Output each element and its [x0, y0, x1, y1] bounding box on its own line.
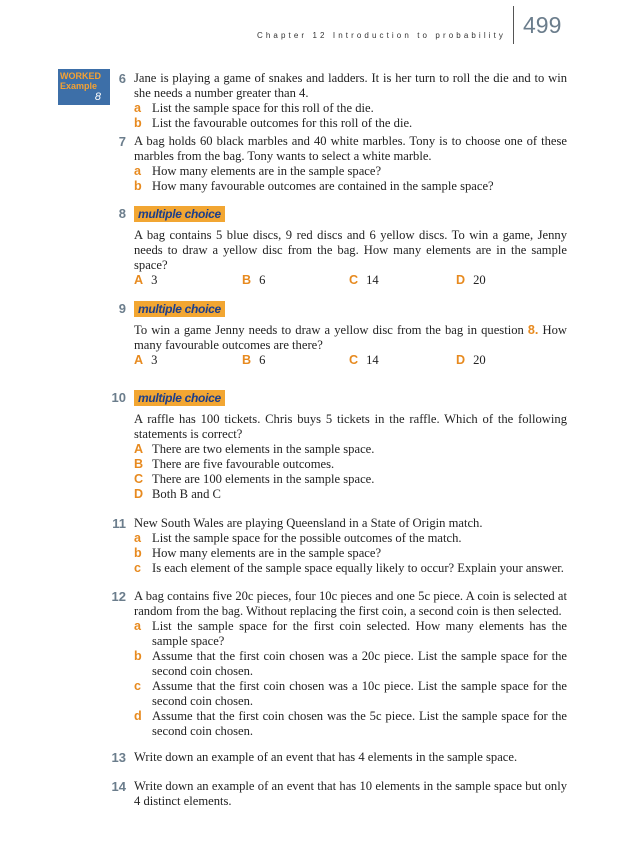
sub-question-a: a List the sample space for the first coin selected. How many elements has the sample space? — [134, 619, 567, 648]
multiple-choice-badge — [134, 390, 225, 406]
question-number: 7 — [118, 134, 126, 149]
options-row — [134, 353, 567, 368]
question-reference: 8. — [527, 323, 539, 337]
sub-label: b — [134, 179, 142, 193]
option-b: B There are five favourable outcomes. — [134, 457, 335, 471]
option-a: A 3 — [134, 353, 158, 367]
multiple-choice-badge — [134, 301, 225, 317]
question-text: Write down an example of an event that has 10 elements in the sample space but only 4 distinct elements. — [134, 779, 567, 808]
question-10 — [107, 390, 567, 502]
option-c: C 14 — [349, 353, 379, 367]
option-d: D 20 — [456, 353, 486, 367]
sub-label: b — [134, 116, 142, 130]
question-number: 9 — [118, 301, 126, 316]
question-9 — [107, 301, 567, 368]
option-d: D 20 — [456, 273, 486, 287]
worked-example-badge[interactable] — [58, 69, 110, 105]
sub-question-a — [134, 164, 567, 179]
sub-question-a — [134, 101, 567, 116]
question-number: 11 — [112, 516, 126, 531]
sub-label: a — [134, 164, 142, 178]
option-a: A There are two elements in the sample space. — [134, 442, 375, 456]
options-row — [134, 273, 567, 288]
worked-example-number: 8 — [94, 91, 101, 103]
question-text: A bag contains five 20c pieces, four 10c pieces and one 5c piece. A coin is selected at random from the bag. Without replacing the first coin, a second coin is then selected. — [134, 589, 567, 618]
option-c: C There are 100 elements in the sample space. — [134, 472, 375, 486]
example-label: Example — [60, 81, 98, 91]
question-number: 13 — [111, 750, 126, 765]
header-divider — [513, 6, 514, 44]
question-number: 12 — [111, 589, 126, 604]
sub-question-c: c Is each element of the sample space equally likely to occur? Explain your answer. — [134, 561, 564, 575]
badge-label: multiple choice — [138, 302, 221, 316]
question-text: A raffle has 100 tickets. Chris buys 5 tickets in the raffle. Which of the following statements is correct? — [134, 412, 567, 441]
question-12 — [107, 589, 567, 739]
question-text: Jane is playing a game of snakes and ladders. It is her turn to roll the die and to win she needs a number greater than 4. — [134, 71, 567, 100]
question-7 — [107, 134, 567, 194]
question-11 — [107, 516, 567, 576]
option-c: C 14 — [349, 273, 379, 287]
question-14 — [107, 779, 567, 809]
question-number: 6 — [118, 71, 126, 86]
question-text: A bag holds 60 black marbles and 40 white marbles. Tony is to choose one of these marbles from the bag. Tony wants to select a white marble. — [134, 134, 567, 163]
sub-question-a: a List the sample space for the possible outcomes of the match. — [134, 531, 462, 545]
option-d: D Both B and C — [134, 487, 221, 501]
question-text: Write down an example of an event that has 4 elements in the sample space. — [134, 750, 518, 764]
chapter-title: Chapter 12 Introduction to probability — [257, 31, 506, 40]
badge-label: multiple choice — [138, 207, 221, 221]
sub-question-b — [134, 179, 567, 194]
question-text: New South Wales are playing Queensland in a State of Origin match. — [134, 516, 483, 530]
sub-text: List the favourable outcomes for this roll of the die. — [152, 116, 413, 130]
sub-question-d: d Assume that the first coin chosen was the 5c piece. List the sample space for the second coin chosen. — [134, 709, 567, 738]
option-a: A 3 — [134, 273, 158, 287]
page-header — [0, 0, 638, 50]
multiple-choice-badge — [134, 206, 225, 222]
question-number: 14 — [111, 779, 126, 794]
option-b: B 6 — [242, 353, 266, 367]
sub-text: How many elements are in the sample space? — [152, 164, 382, 178]
question-text: A bag contains 5 blue discs, 9 red discs and 6 yellow discs. To win a game, Jenny needs to draw a yellow disc from the bag. How many elements are in the sample space? — [134, 228, 567, 272]
sub-question-b — [134, 116, 567, 131]
question-8 — [107, 206, 567, 288]
worked-label: WORKED — [60, 71, 101, 81]
question-number: 10 — [111, 390, 126, 405]
badge-label: multiple choice — [138, 391, 221, 405]
question-13 — [107, 750, 567, 765]
sub-text: List the sample space for this roll of the die. — [152, 101, 374, 115]
sub-question-b: b Assume that the first coin chosen was a 20c piece. List the sample space for the second coin chosen. — [134, 649, 567, 678]
question-text: To win a game Jenny needs to draw a yellow disc from the bag in question 8. How many favourable outcomes are there? — [134, 323, 567, 352]
sub-label: a — [134, 101, 142, 115]
option-b: B 6 — [242, 273, 266, 287]
question-number: 8 — [118, 206, 126, 221]
sub-question-b: b How many elements are in the sample space? — [134, 546, 382, 560]
question-6 — [107, 71, 567, 131]
page-number: 499 — [523, 12, 562, 38]
sub-text: How many favourable outcomes are contained in the sample space? — [152, 179, 494, 193]
sub-question-c: c Assume that the first coin chosen was a 10c piece. List the sample space for the second coin chosen. — [134, 679, 567, 708]
